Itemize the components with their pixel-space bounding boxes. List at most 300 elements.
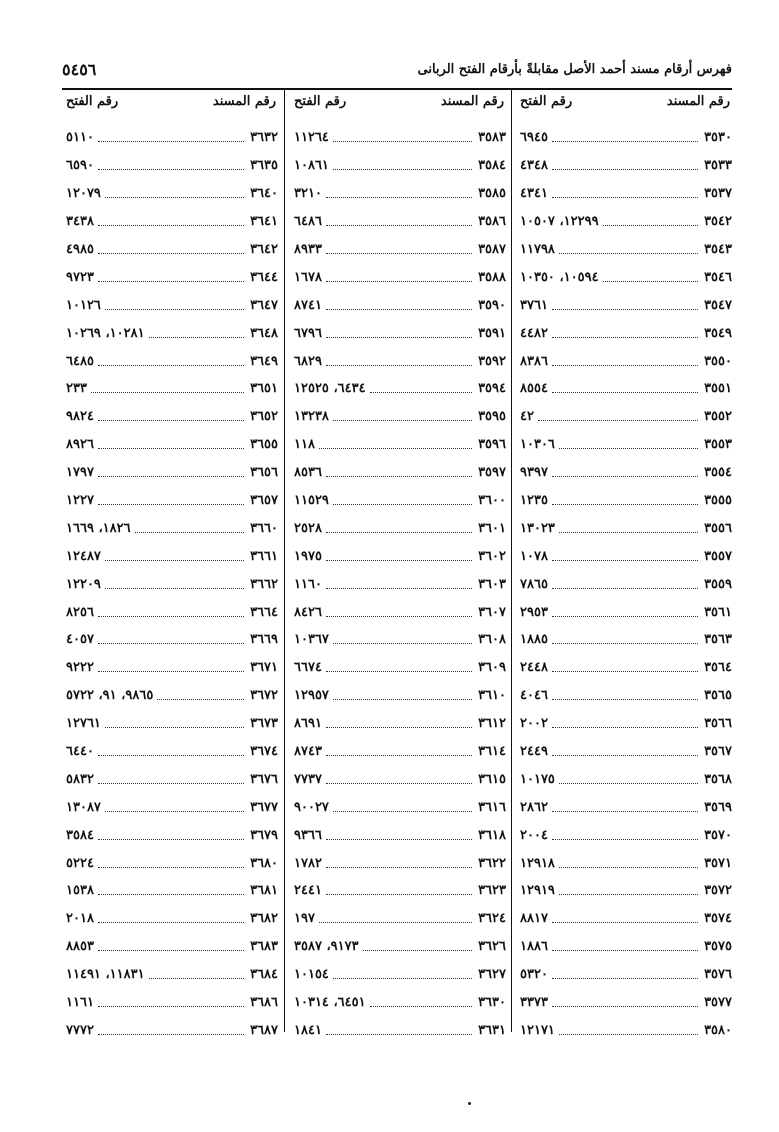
- index-row: [516, 738, 734, 766]
- index-row: [62, 152, 280, 180]
- musnad-number: ٣٦٥٢: [250, 409, 278, 425]
- musnad-number: ٣٦١٨: [478, 827, 506, 843]
- musnad-number: ٣٥٨٦: [478, 214, 506, 230]
- musnad-number: ٣٥٥٢: [704, 409, 732, 425]
- fath-number: ١٨٤١: [294, 1022, 322, 1038]
- musnad-number: ٣٦٣٢: [250, 130, 278, 146]
- dot-leader: [552, 309, 698, 310]
- dot-leader: [98, 643, 244, 644]
- dot-leader: [98, 504, 244, 505]
- fath-number: ٣٥٨٤: [66, 827, 94, 843]
- dot-leader: [319, 922, 472, 923]
- index-row: [290, 849, 508, 877]
- dot-leader: [326, 727, 472, 728]
- musnad-number: ٣٦٠٧: [478, 604, 506, 620]
- fath-number: ١٣٢٣٨: [294, 409, 329, 425]
- dot-leader: [552, 197, 698, 198]
- musnad-number: ٣٥٨٣: [478, 130, 506, 146]
- dot-leader: [98, 1006, 244, 1007]
- fath-number: ١٠١٥٤: [294, 967, 329, 983]
- musnad-number: ٣٥٤٧: [704, 297, 732, 313]
- index-row: [516, 710, 734, 738]
- fath-number: ٩٨٢٤: [66, 409, 94, 425]
- index-row: [290, 208, 508, 236]
- index-row: [290, 961, 508, 989]
- index-row: [62, 319, 280, 347]
- musnad-number: ٣٦٤٠: [250, 186, 278, 202]
- fath-number: ٨٩٢٦: [66, 437, 94, 453]
- index-row: [290, 905, 508, 933]
- header-musnad: رقم المسند: [212, 94, 276, 109]
- index-row: [62, 124, 280, 152]
- index-row: [290, 570, 508, 598]
- dot-leader: [333, 699, 472, 700]
- dot-leader: [552, 950, 698, 951]
- dot-leader: [559, 253, 698, 254]
- header-fath: رقم الفتح: [520, 94, 573, 109]
- fath-number: ٣٧٦١: [520, 297, 548, 313]
- fath-number: ٩٣٦٦: [294, 827, 322, 843]
- dot-leader: [98, 476, 244, 477]
- fath-number: ٤٤٨٢: [520, 325, 548, 341]
- dot-leader: [98, 365, 244, 366]
- dot-leader: [326, 839, 472, 840]
- index-row: [290, 319, 508, 347]
- musnad-number: ٣٥٩٠: [478, 297, 506, 313]
- dot-leader: [370, 392, 472, 393]
- index-row: [516, 682, 734, 710]
- fath-number: ١٥٣٨: [66, 883, 94, 899]
- dot-leader: [98, 281, 244, 282]
- fath-number: ٢٠٠٢: [520, 716, 548, 732]
- fath-number: ٤٣٤٨: [520, 158, 548, 174]
- fath-number: ١٠٢٨١، ١٠٢٦٩: [66, 325, 145, 341]
- musnad-number: ٣٥٥٠: [704, 353, 732, 369]
- fath-number: ١٢٠٧٩: [66, 186, 101, 202]
- musnad-number: ٣٥٨٧: [478, 242, 506, 257]
- fath-number: ١٨٨٥: [520, 632, 548, 648]
- musnad-number: ٣٥٦٦: [704, 716, 732, 732]
- musnad-number: ٣٥٦٨: [704, 771, 732, 787]
- dot-leader: [603, 281, 698, 282]
- index-row: [290, 765, 508, 793]
- page-header: [62, 62, 732, 84]
- dot-leader: [363, 950, 472, 951]
- index-row: [62, 682, 280, 710]
- fath-number: ١١٦٠: [294, 576, 322, 592]
- musnad-number: ٣٥٧٧: [704, 995, 732, 1011]
- index-row: [290, 542, 508, 570]
- musnad-number: ٣٥٦١: [704, 604, 732, 620]
- musnad-number: ٣٥٩٧: [478, 465, 506, 481]
- index-row: [516, 236, 734, 264]
- fath-number: ١٩٧٥: [294, 548, 322, 564]
- index-row: [516, 598, 734, 626]
- dot-leader: [98, 448, 244, 449]
- fath-number: ٣٤٣٨: [66, 214, 94, 230]
- dot-leader: [105, 560, 244, 561]
- fath-number: ١٢٢٩٩، ١٠٥٠٧: [520, 214, 599, 230]
- musnad-number: ٣٦٣٠: [478, 995, 506, 1011]
- fath-number: ٦٩٤٥: [520, 130, 548, 146]
- index-row: [62, 710, 280, 738]
- musnad-number: ٣٦٤٨: [250, 325, 278, 341]
- index-row: [516, 1017, 734, 1045]
- musnad-number: ٣٦٧١: [250, 660, 278, 676]
- index-row: [62, 403, 280, 431]
- fath-number: ٤٠٥٧: [66, 632, 94, 648]
- musnad-number: ٣٦١٤: [478, 744, 506, 760]
- musnad-number: ٣٥٣٧: [704, 186, 732, 202]
- musnad-number: ٣٥٩٥: [478, 409, 506, 425]
- header-fath: رقم الفتح: [294, 94, 347, 109]
- index-row: [516, 459, 734, 487]
- fath-number: ٨٤٢٦: [294, 604, 322, 620]
- index-row: [62, 459, 280, 487]
- musnad-number: ٣٦٠٩: [478, 660, 506, 676]
- fath-number: ٦٤٣٤، ١٢٥٢٥: [294, 381, 366, 397]
- fath-number: ٩٠٠٢٧: [294, 799, 329, 815]
- index-row: [62, 793, 280, 821]
- fath-number: ٦٧٩٦: [294, 325, 322, 341]
- dot-leader: [98, 1034, 244, 1035]
- fath-number: ١٠٥٩٤، ١٠٣٥٠: [520, 269, 599, 285]
- dot-leader: [326, 309, 472, 310]
- fath-number: ٨٩٣٣: [294, 242, 322, 257]
- index-row: [62, 180, 280, 208]
- index-row: [516, 514, 734, 542]
- index-row: [516, 180, 734, 208]
- index-row: [62, 542, 280, 570]
- musnad-number: ٣٦٨٠: [250, 855, 278, 871]
- musnad-number: ٣٥٧٥: [704, 939, 732, 955]
- musnad-number: ٣٥٥٩: [704, 576, 732, 592]
- musnad-number: ٣٥٧٠: [704, 827, 732, 843]
- musnad-number: ٣٥٤٢: [704, 214, 732, 230]
- musnad-number: ٣٦٧٢: [250, 688, 278, 704]
- musnad-number: ٣٦٤٢: [250, 242, 278, 257]
- dot-leader: [559, 1034, 698, 1035]
- index-row: [62, 208, 280, 236]
- index-row: [516, 933, 734, 961]
- fath-number: ٨٨٥٣: [66, 939, 94, 955]
- index-row: [516, 319, 734, 347]
- header-fath: رقم الفتح: [66, 94, 119, 109]
- musnad-number: ٣٥٦٩: [704, 799, 732, 815]
- index-row: [290, 738, 508, 766]
- index-row: [62, 375, 280, 403]
- fath-number: ٢٠٠٤: [520, 827, 548, 843]
- dot-leader: [552, 141, 698, 142]
- dot-leader: [326, 1034, 472, 1035]
- fath-number: ٢٠١٨: [66, 911, 94, 927]
- fath-number: ٨٧٤٣: [294, 744, 322, 760]
- dot-leader: [552, 811, 698, 812]
- dot-leader: [98, 225, 244, 226]
- musnad-number: ٣٦٣٥: [250, 158, 278, 174]
- dot-leader: [326, 560, 472, 561]
- musnad-number: ٣٥٣٣: [704, 158, 732, 174]
- index-row: [62, 1017, 280, 1045]
- musnad-number: ٣٥٤٩: [704, 325, 732, 341]
- fath-number: ٢٤٤١: [294, 883, 322, 899]
- index-row: [516, 654, 734, 682]
- index-row: [516, 793, 734, 821]
- dot-leader: [149, 337, 244, 338]
- musnad-number: ٣٥٥١: [704, 381, 732, 397]
- dot-leader: [98, 169, 244, 170]
- musnad-number: ٣٦٧٧: [250, 799, 278, 815]
- column-headers: [290, 94, 508, 120]
- dot-leader: [552, 560, 698, 561]
- fath-number: ١٢٧٦١: [66, 716, 101, 732]
- musnad-number: ٣٦٦٠: [250, 520, 278, 536]
- stray-dot: [468, 1102, 471, 1105]
- musnad-number: ٣٦٣١: [478, 1022, 506, 1038]
- fath-number: ٣٣٧٣: [520, 995, 548, 1011]
- musnad-number: ٣٦١٥: [478, 771, 506, 787]
- index-row: [516, 403, 734, 431]
- fath-number: ١٧٨٢: [294, 855, 322, 871]
- fath-number: ٦٤٤٠: [66, 744, 94, 760]
- musnad-number: ٣٦٤٤: [250, 269, 278, 285]
- musnad-number: ٣٥٧٢: [704, 883, 732, 899]
- column-headers: [516, 94, 734, 120]
- dot-leader: [552, 727, 698, 728]
- fath-number: ٥٣٢٠: [520, 967, 548, 983]
- dot-leader: [552, 1006, 698, 1007]
- fath-number: ٨٨١٧: [520, 911, 548, 927]
- fath-number: ١٣٠٢٣: [520, 520, 555, 536]
- dot-leader: [326, 365, 472, 366]
- fath-number: ٧٧٧٢: [66, 1022, 94, 1038]
- fath-number: ١١٦١: [66, 995, 94, 1011]
- index-row: [62, 765, 280, 793]
- index-row: [290, 124, 508, 152]
- index-row: [62, 598, 280, 626]
- musnad-number: ٣٥٥٥: [704, 493, 732, 509]
- fath-number: ١٢٩٥٧: [294, 688, 329, 704]
- fath-number: ٤٩٨٥: [66, 242, 94, 257]
- fath-number: ١٢٢٠٩: [66, 576, 101, 592]
- musnad-number: ٣٦٢٦: [478, 939, 506, 955]
- index-row: [62, 236, 280, 264]
- musnad-number: ٣٥٥٤: [704, 465, 732, 481]
- dot-leader: [552, 699, 698, 700]
- musnad-number: ٣٥٩٦: [478, 437, 506, 453]
- index-row: [516, 570, 734, 598]
- musnad-number: ٣٦٨١: [250, 883, 278, 899]
- fath-number: ١٠٣٦٧: [294, 632, 329, 648]
- index-row: [290, 877, 508, 905]
- musnad-number: ٣٦٨٦: [250, 995, 278, 1011]
- dot-leader: [326, 281, 472, 282]
- musnad-number: ٣٦٢٢: [478, 855, 506, 871]
- musnad-number: ٣٦٠٨: [478, 632, 506, 648]
- index-row: [290, 682, 508, 710]
- dot-leader: [538, 420, 698, 421]
- index-row: [290, 626, 508, 654]
- dot-leader: [91, 392, 244, 393]
- index-row: [290, 989, 508, 1017]
- index-row: [290, 180, 508, 208]
- fath-number: ١٠١٧٥: [520, 771, 555, 787]
- dot-leader: [98, 141, 244, 142]
- index-row: [290, 654, 508, 682]
- index-row: [62, 989, 280, 1017]
- musnad-number: ٣٥٩٤: [478, 381, 506, 397]
- musnad-number: ٣٦٦١: [250, 548, 278, 564]
- dot-leader: [326, 253, 472, 254]
- index-row: [62, 514, 280, 542]
- index-row: [516, 877, 734, 905]
- dot-leader: [319, 448, 472, 449]
- musnad-number: ٣٦٦٤: [250, 604, 278, 620]
- fath-number: ٧٧٣٧: [294, 771, 322, 787]
- index-row: [290, 1017, 508, 1045]
- dot-leader: [552, 392, 698, 393]
- musnad-number: ٣٦٤٧: [250, 297, 278, 313]
- dot-leader: [98, 922, 244, 923]
- fath-number: ٩٣٩٧: [520, 465, 548, 481]
- index-row: [62, 626, 280, 654]
- fath-number: ١٢٤٨٧: [66, 548, 101, 564]
- fath-number: ١٠٣٠٦: [520, 437, 555, 453]
- index-row: [290, 403, 508, 431]
- dot-leader: [98, 867, 244, 868]
- musnad-number: ٣٦٢٤: [478, 911, 506, 927]
- dot-leader: [326, 894, 472, 895]
- fath-number: ١٢٣٥: [520, 493, 548, 509]
- dot-leader: [105, 588, 244, 589]
- header-rule: [62, 88, 732, 90]
- index-row: [290, 598, 508, 626]
- dot-leader: [98, 839, 244, 840]
- index-row: [516, 152, 734, 180]
- index-row: [516, 905, 734, 933]
- dot-leader: [552, 839, 698, 840]
- fath-number: ١١٨: [294, 437, 315, 453]
- fath-number: ٥٢٢٤: [66, 855, 94, 871]
- index-row: [290, 821, 508, 849]
- fath-number: ٨٧٤١: [294, 297, 322, 313]
- musnad-number: ٣٦٧٦: [250, 771, 278, 787]
- column-divider: [511, 90, 512, 1032]
- dot-leader: [370, 1006, 472, 1007]
- fath-number: ٢٩٥٣: [520, 604, 548, 620]
- index-row: [290, 514, 508, 542]
- musnad-number: ٣٥٨٥: [478, 186, 506, 202]
- dot-leader: [552, 588, 698, 589]
- dot-leader: [98, 253, 244, 254]
- musnad-number: ٣٥٧١: [704, 855, 732, 871]
- dot-leader: [98, 950, 244, 951]
- column-divider: [284, 90, 285, 1032]
- musnad-number: ٣٥٩١: [478, 325, 506, 341]
- index-row: [62, 877, 280, 905]
- fath-number: ٨٣٨٦: [520, 353, 548, 369]
- index-row: [290, 710, 508, 738]
- index-row: [290, 152, 508, 180]
- fath-number: ٦٦٧٤: [294, 660, 322, 676]
- musnad-number: ٣٥٦٥: [704, 688, 732, 704]
- dot-leader: [603, 225, 698, 226]
- musnad-number: ٣٦٠٠: [478, 493, 506, 509]
- index-column-1: [516, 94, 734, 1044]
- dot-leader: [333, 978, 472, 979]
- musnad-number: ٣٦٠٣: [478, 576, 506, 592]
- index-row: [62, 821, 280, 849]
- dot-leader: [326, 476, 472, 477]
- musnad-number: ٣٦٥٥: [250, 437, 278, 453]
- index-row: [62, 347, 280, 375]
- musnad-number: ٣٦١٢: [478, 716, 506, 732]
- dot-leader: [333, 643, 472, 644]
- index-row: [62, 263, 280, 291]
- fath-number: ٢٨٦٢: [520, 799, 548, 815]
- fath-number: ٨٥٥٤: [520, 381, 548, 397]
- dot-leader: [98, 671, 244, 672]
- index-row: [62, 849, 280, 877]
- musnad-number: ٣٥٨٤: [478, 158, 506, 174]
- musnad-number: ٣٥٦٧: [704, 744, 732, 760]
- musnad-number: ٣٦١٠: [478, 688, 506, 704]
- fath-number: ٨٦٩١: [294, 716, 322, 732]
- index-row: [516, 124, 734, 152]
- fath-number: ٢٣٣: [66, 381, 87, 397]
- fath-number: ١٠٧٨: [520, 548, 548, 564]
- dot-leader: [552, 504, 698, 505]
- dot-leader: [326, 337, 472, 338]
- index-row: [62, 431, 280, 459]
- index-row: [290, 487, 508, 515]
- index-row: [62, 570, 280, 598]
- musnad-number: ٣٥٥٣: [704, 437, 732, 453]
- dot-leader: [559, 448, 698, 449]
- index-row: [290, 236, 508, 264]
- musnad-number: ٣٥٨٠: [704, 1022, 732, 1038]
- musnad-number: ٣٦٧٣: [250, 716, 278, 732]
- dot-leader: [326, 532, 472, 533]
- musnad-number: ٣٦٢٣: [478, 883, 506, 899]
- index-row: [516, 626, 734, 654]
- fath-number: ٦٥٩٠: [66, 158, 94, 174]
- dot-leader: [105, 197, 244, 198]
- dot-leader: [552, 476, 698, 477]
- musnad-number: ٣٦٧٤: [250, 744, 278, 760]
- index-row: [62, 961, 280, 989]
- musnad-number: ٣٦٨٧: [250, 1022, 278, 1038]
- fath-number: ١١٢٦٤: [294, 130, 329, 146]
- index-row: [290, 793, 508, 821]
- index-row: [62, 738, 280, 766]
- index-row: [290, 291, 508, 319]
- fath-number: ١٢٩١٩: [520, 883, 555, 899]
- musnad-number: ٣٦٤٩: [250, 353, 278, 369]
- index-row: [290, 375, 508, 403]
- fath-number: ٩٨٦٥، ٩١، ٥٧٢٢: [66, 688, 154, 704]
- dot-leader: [559, 867, 698, 868]
- dot-leader: [559, 532, 698, 533]
- fath-number: ٨٥٣٦: [294, 465, 322, 481]
- fath-number: ٤٢: [520, 409, 534, 425]
- fath-number: ١٣٠٨٧: [66, 799, 101, 815]
- musnad-number: ٣٦٠١: [478, 520, 506, 536]
- dot-leader: [326, 755, 472, 756]
- fath-number: ٤٠٤٦: [520, 688, 548, 704]
- dot-leader: [333, 420, 472, 421]
- index-row: [516, 989, 734, 1017]
